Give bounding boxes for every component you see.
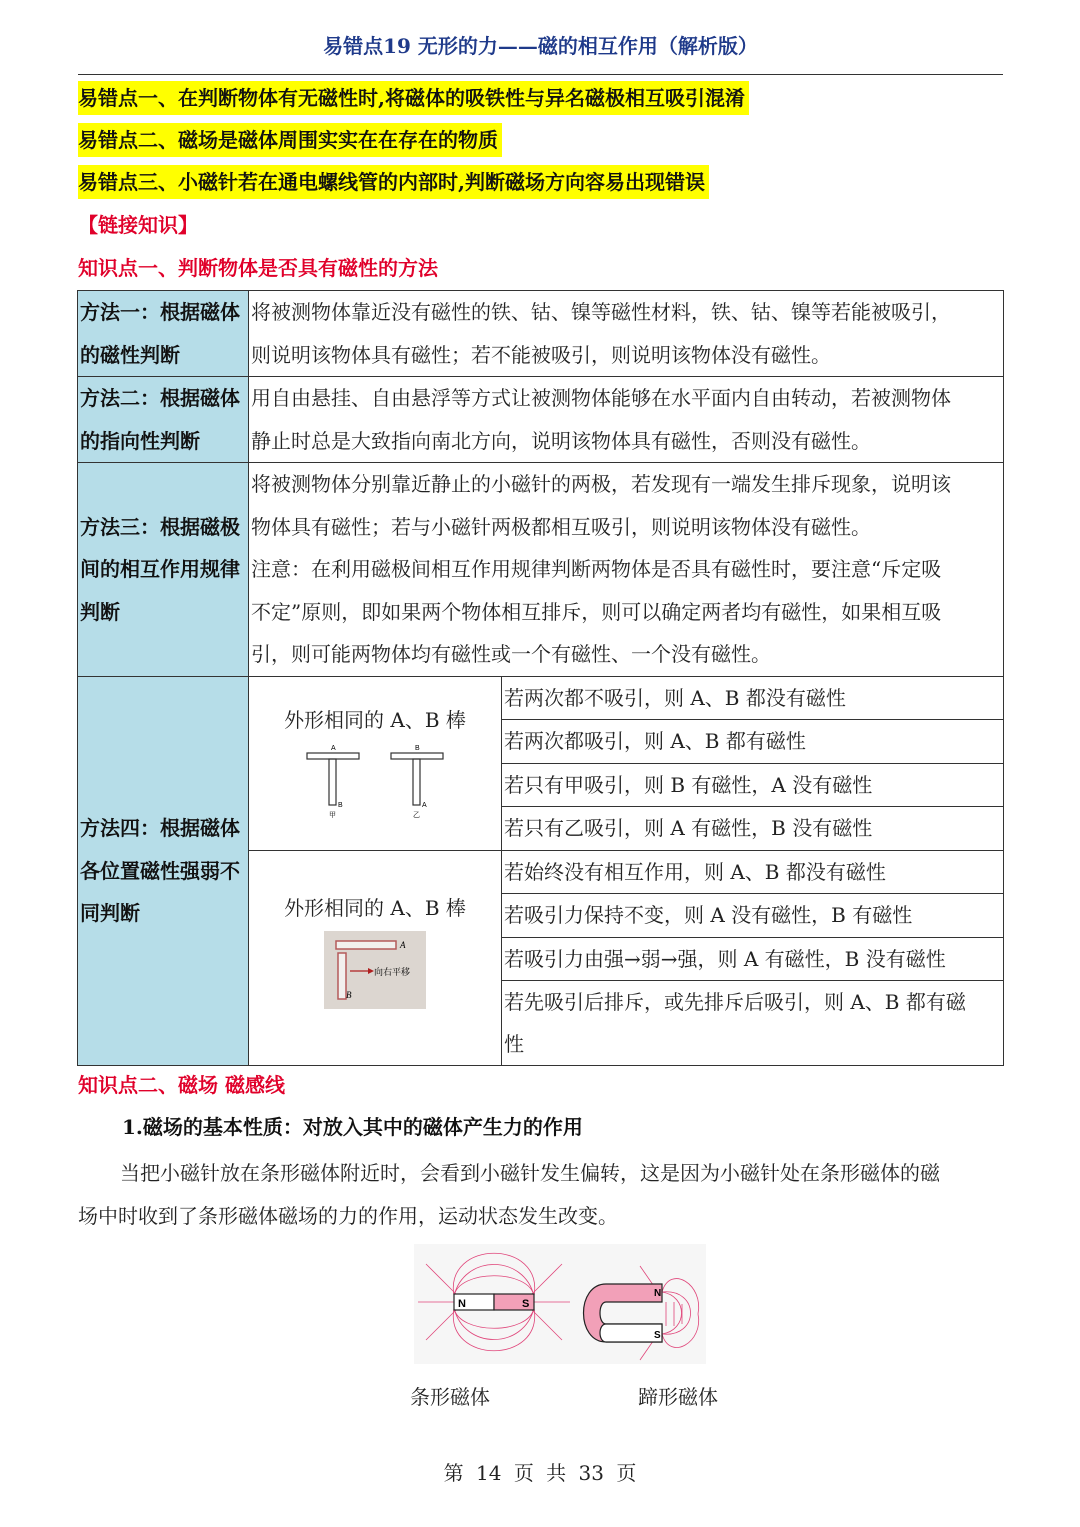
sliding-bars-photo <box>324 931 426 1009</box>
bar-magnet-n-label: N <box>458 1298 466 1310</box>
paragraph-line-2: 场中时收到了条形磁体磁场的力的作用，运动状态发生改变。 <box>78 1204 618 1228</box>
method-1-body <box>249 291 1004 377</box>
subsection-1-title: 1.磁场的基本性质：对放入其中的磁体产生力的作用 <box>122 1115 583 1139</box>
page-footer: 第 14 页 共 33 页 <box>443 1461 637 1485</box>
bar-magnet-s-label: S <box>522 1298 530 1310</box>
horseshoe-s-label: S <box>654 1330 661 1341</box>
method-4-figure-a-caption: 外形相同的 A、B 棒 <box>284 707 466 732</box>
method-3-row <box>78 463 1004 677</box>
t-bar-label-a-2: A <box>422 801 427 809</box>
m4a-row-2: 若两次都吸引，则 A、B 都有磁性 <box>502 720 1004 764</box>
method-3-body <box>249 463 1004 677</box>
paragraph-line-1: 当把小磁针放在条形磁体附近时，会看到小磁针发生偏转，这是因为小磁针处在条形磁体的磁 <box>120 1161 940 1185</box>
method-1-row <box>78 291 1004 377</box>
t-bar-label-b-2: B <box>415 744 420 752</box>
bar-magnet-caption: 条形磁体 <box>410 1385 490 1409</box>
method-3-line-3: 注意：在利用磁极间相互作用规律判断两物体是否具有磁性时，要注意“斥定吸 <box>251 557 942 581</box>
m4b-row-4 <box>502 981 1004 1066</box>
m4b-row-2: 若吸引力保持不变，则 A 没有磁性，B 有磁性 <box>502 894 1004 938</box>
method-2-head: 方法二：根据磁体的指向性判断 <box>78 377 249 463</box>
horseshoe-magnet-field-figure <box>570 1244 706 1364</box>
knowledge-point-2-title: 知识点二、磁场 磁感线 <box>78 1073 285 1097</box>
m4b-row-4-line-2: 性 <box>504 1032 524 1056</box>
method-2-line-2: 静止时总是大致指向南北方向，说明该物体具有磁性，否则没有磁性。 <box>251 428 871 453</box>
m4b-row-4-line-1: 若先吸引后排斥，或先排斥后吸引，则 A、B 都有磁 <box>504 990 966 1014</box>
paragraph-1 <box>78 1152 1004 1238</box>
methods-table <box>77 290 1004 1066</box>
bar-magnet-field-figure <box>414 1244 574 1364</box>
t-bars-figure <box>285 735 465 825</box>
slide-label-move: 向右平移 <box>374 967 411 978</box>
method-1-line-2: 则说明该物体具有磁性；若不能被吸引，则说明该物体没有磁性。 <box>251 342 831 367</box>
t-bar-label-jia: 甲 <box>329 810 336 819</box>
method-4-head: 方法四：根据磁体各位置磁性强弱不同判断 <box>78 676 249 1066</box>
link-knowledge-heading: 【链接知识】 <box>78 213 198 237</box>
method-1-head: 方法一：根据磁体的磁性判断 <box>78 291 249 377</box>
method-3-head: 方法三：根据磁极间的相互作用规律判断 <box>78 463 249 677</box>
error-point-1: 易错点一、在判断物体有无磁性时,将磁体的吸铁性与异名磁极相互吸引混淆 <box>78 81 749 115</box>
horseshoe-magnet-caption: 蹄形磁体 <box>638 1385 718 1409</box>
error-point-3: 易错点三、小磁针若在通电螺线管的内部时,判断磁场方向容易出现错误 <box>78 165 709 199</box>
method-4-figure-a-cell <box>249 676 502 850</box>
method-4-figure-b-caption: 外形相同的 A、B 棒 <box>284 895 466 920</box>
method-4-row-1 <box>78 676 1004 720</box>
method-3-line-2: 物体具有磁性；若与小磁针两极都相互吸引，则说明该物体没有磁性。 <box>251 514 871 539</box>
method-4-figure-b-cell <box>249 850 502 1066</box>
m4a-row-1: 若两次都不吸引，则 A、B 都没有磁性 <box>502 676 1004 720</box>
knowledge-point-1-title: 知识点一、判断物体是否具有磁性的方法 <box>78 256 438 280</box>
method-2-body <box>249 377 1004 463</box>
error-point-2: 易错点二、磁场是磁体周围实实在在存在的物质 <box>78 123 502 157</box>
method-2-line-1: 用自由悬挂、自由悬浮等方式让被测物体能够在水平面内自由转动，若被测物体 <box>251 386 951 410</box>
m4a-row-4: 若只有乙吸引，则 A 有磁性，B 没有磁性 <box>502 807 1004 851</box>
t-bar-label-a-1: A <box>331 744 336 752</box>
method-3-line-1: 将被测物体分别靠近静止的小磁针的两极，若发现有一端发生排斥现象，说明该 <box>251 472 951 496</box>
slide-label-b: B <box>346 989 352 1000</box>
method-2-row <box>78 377 1004 463</box>
m4b-row-1: 若始终没有相互作用，则 A、B 都没有磁性 <box>502 850 1004 894</box>
horseshoe-n-label: N <box>654 1288 662 1299</box>
method-3-line-4: 不定”原则，即如果两个物体相互排斥，则可以确定两者均有磁性，如果相互吸 <box>251 599 942 624</box>
m4a-row-3: 若只有甲吸引，则 B 有磁性，A 没有磁性 <box>502 763 1004 807</box>
t-bar-label-yi: 乙 <box>413 810 420 819</box>
page-header: 易错点19 无形的力——磁的相互作用（解析版） <box>78 30 1003 75</box>
m4b-row-3: 若吸引力由强→弱→强，则 A 有磁性，B 没有磁性 <box>502 937 1004 981</box>
t-bar-label-b-1: B <box>338 801 343 809</box>
slide-label-a: A <box>400 939 406 950</box>
method-1-line-1: 将被测物体靠近没有磁性的铁、钴、镍等磁性材料，铁、钴、镍等若能被吸引， <box>251 300 951 324</box>
method-3-line-5: 引，则可能两物体均有磁性或一个有磁性、一个没有磁性。 <box>251 642 771 666</box>
